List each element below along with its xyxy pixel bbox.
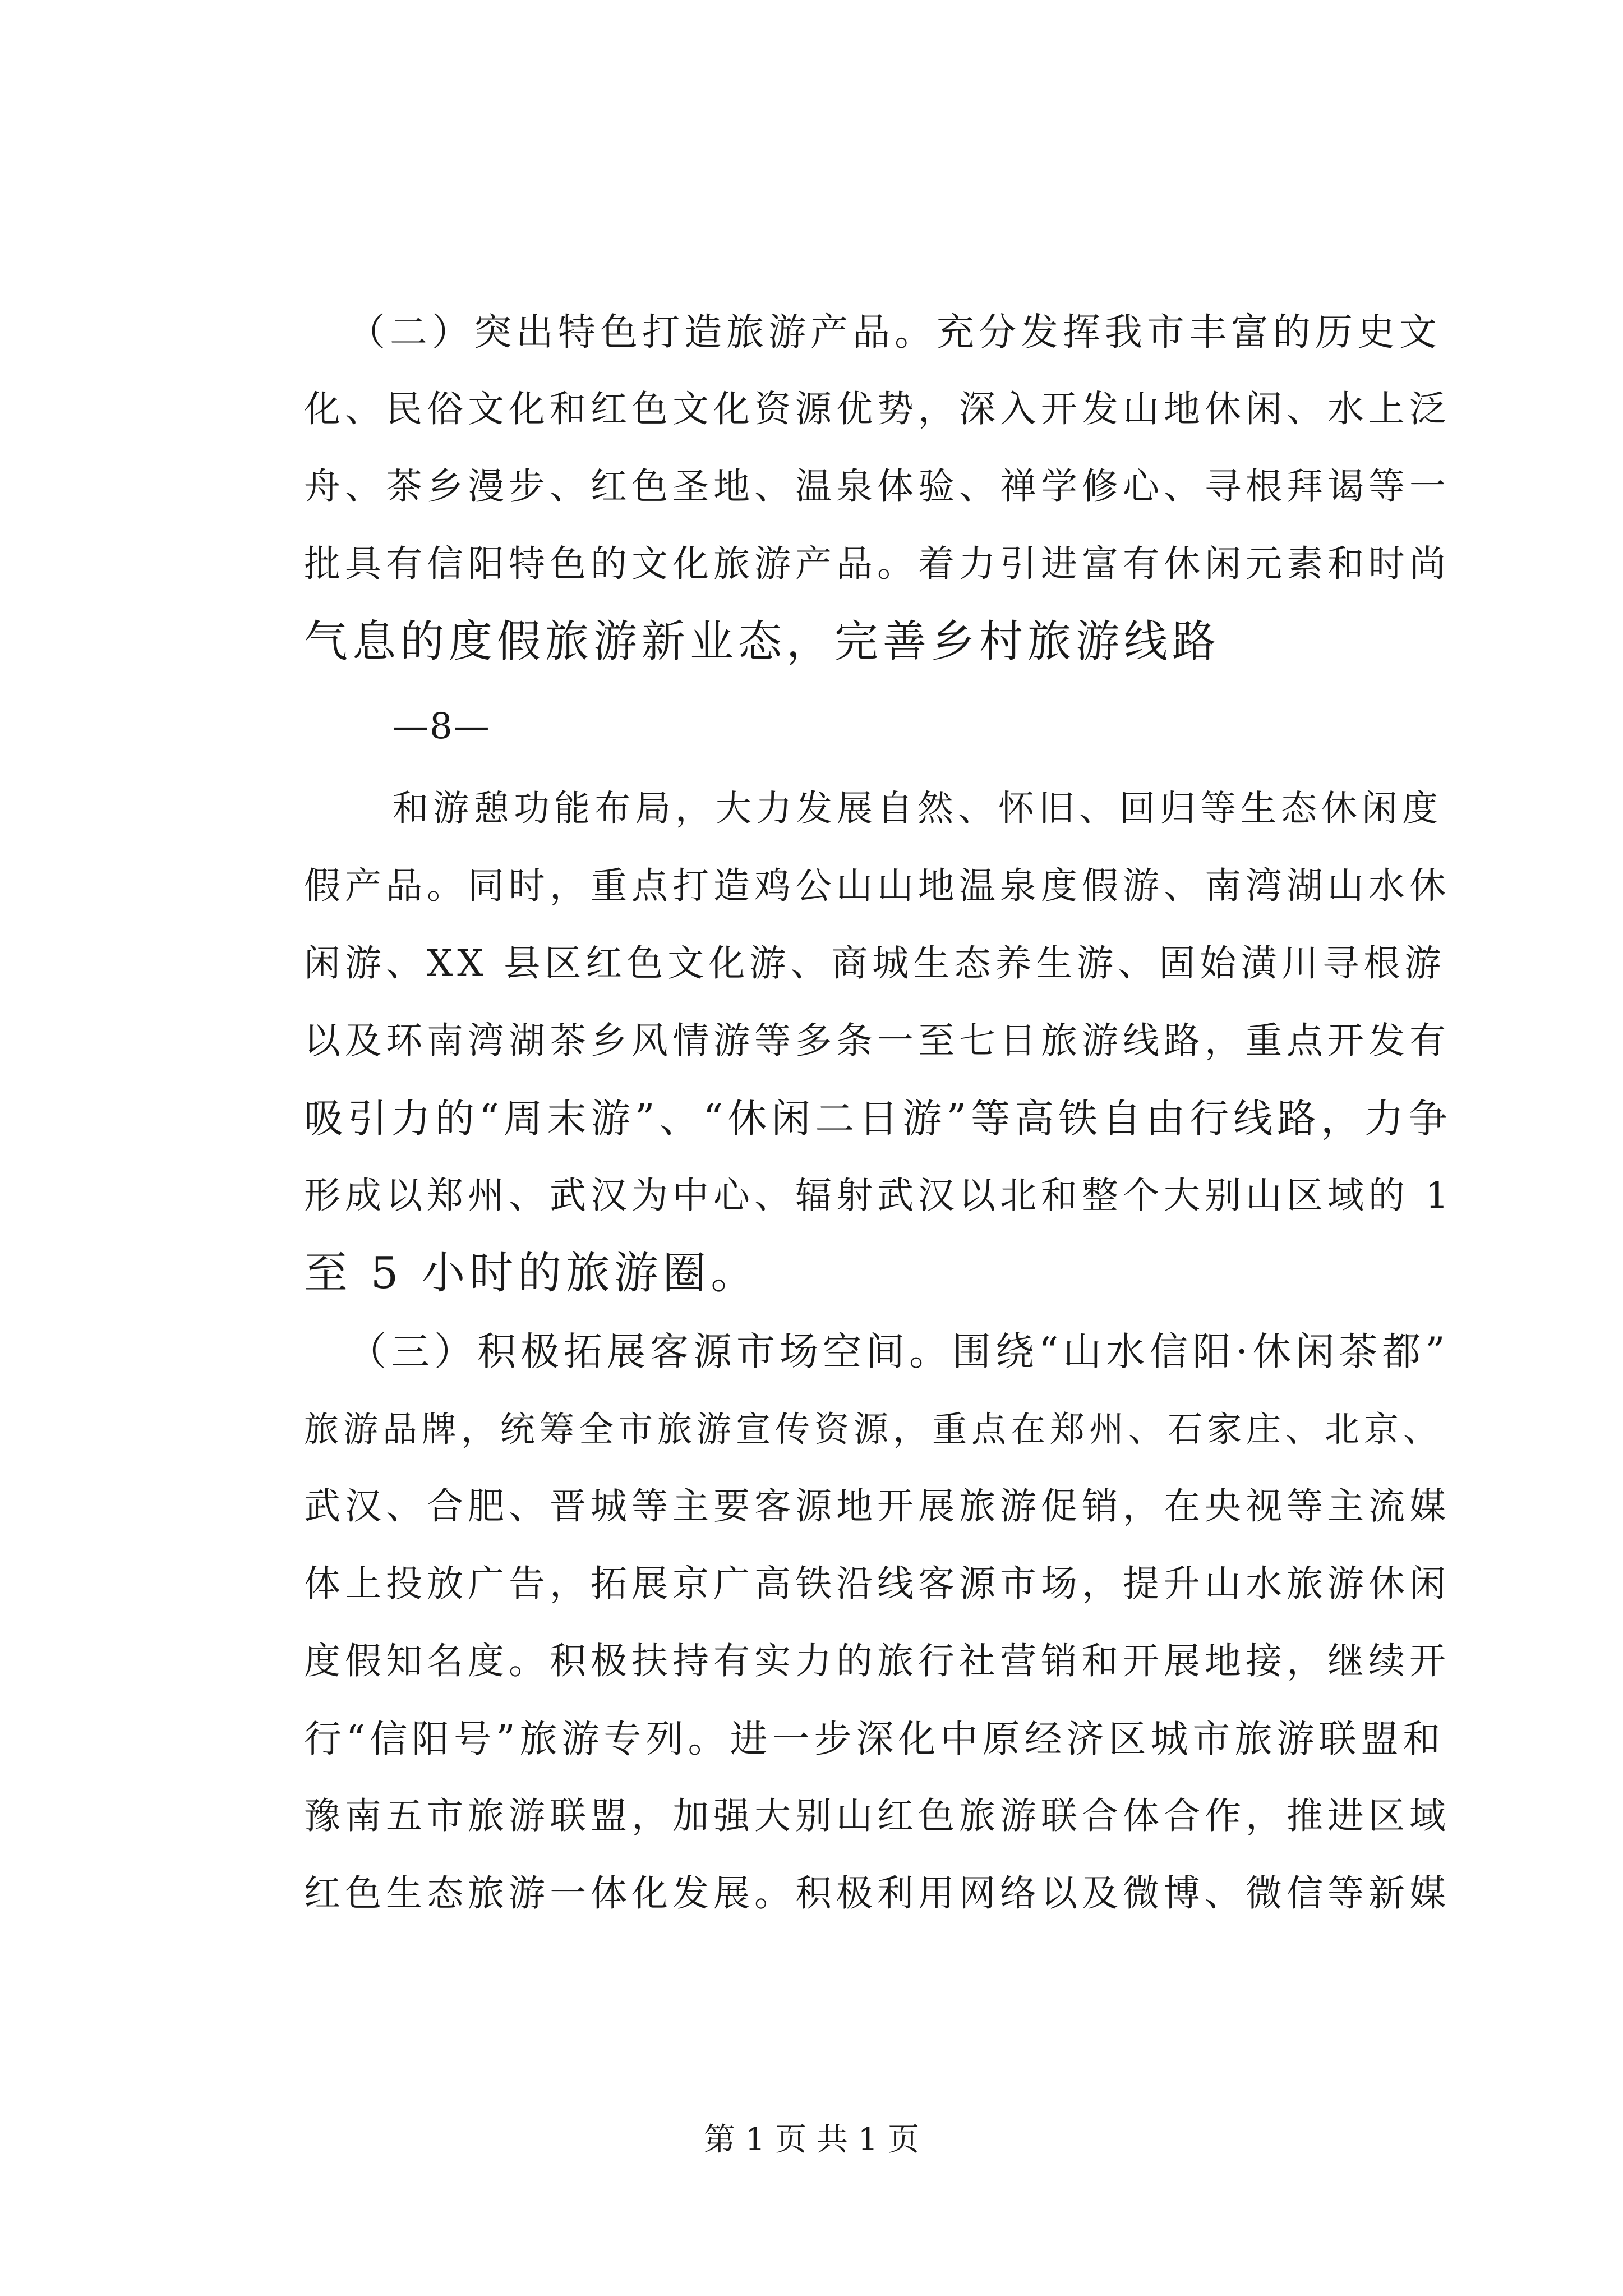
paragraph-line: 旅游品牌，统筹全市旅游宣传资源，重点在郑州、石家庄、北京、	[304, 1409, 1443, 1450]
paragraph-line: 红色生态旅游一体化发展。积极利用网络以及微博、微信等新媒	[304, 1872, 1451, 1915]
page-number-marker: —8—	[393, 706, 491, 747]
paragraph-line: 武汉、合肥、晋城等主要客源地开展旅游促销，在央视等主流媒	[304, 1485, 1451, 1527]
paragraph-line: 气息的度假旅游新业态，完善乡村旅游线路	[304, 616, 1221, 667]
paragraph-line: 至 5 小时的旅游圈。	[304, 1248, 759, 1299]
paragraph-line: 行“信阳号”旅游专列。进一步深化中原经济区城市旅游联盟和	[304, 1717, 1445, 1761]
paragraph-line: 舟、茶乡漫步、红色圣地、温泉体验、禅学修心、寻根拜谒等一	[304, 466, 1451, 508]
paragraph-line: 批具有信阳特色的文化旅游产品。着力引进富有休闲元素和时尚	[304, 543, 1451, 585]
paragraph-line: 形成以郑州、武汉为中心、辐射武汉以北和整个大别山区域的 1	[304, 1175, 1454, 1217]
paragraph-line: 化、民俗文化和红色文化资源优势，深入开发山地休闲、水上泛	[304, 388, 1451, 430]
paragraph-line: 度假知名度。积极扶持有实力的旅行社营销和开展地接，继续开	[304, 1640, 1451, 1682]
paragraph-line: 假产品。同时，重点打造鸡公山山地温泉度假游、南湾湖山水休	[304, 865, 1451, 907]
paragraph-line: 体上投放广告，拓展京广高铁沿线客源市场，提升山水旅游休闲	[304, 1563, 1451, 1605]
paragraph-line: （三）积极拓展客源市场空间。围绕“山水信阳·休闲茶都”	[348, 1329, 1450, 1374]
paragraph-line: 豫南五市旅游联盟，加强大别山红色旅游联合体合作，推进区域	[304, 1795, 1451, 1837]
paragraph-line: 闲游、XX 县区红色文化游、商城生态养生游、固始潢川寻根游	[304, 942, 1446, 984]
paragraph-line: 吸引力的“周末游”、“休闲二日游”等高铁自由行线路，力争	[304, 1096, 1453, 1142]
page-footer: 第 1 页 共 1 页	[703, 2122, 920, 2158]
paragraph-line: （二）突出特色打造旅游产品。充分发挥我市丰富的历史文	[348, 310, 1441, 354]
paragraph-line: 和游憩功能布局，大力发展自然、怀旧、回归等生态休闲度	[393, 788, 1442, 830]
paragraph-line: 以及环南湾湖茶乡风情游等多条一至七日旅游线路，重点开发有	[304, 1020, 1451, 1062]
